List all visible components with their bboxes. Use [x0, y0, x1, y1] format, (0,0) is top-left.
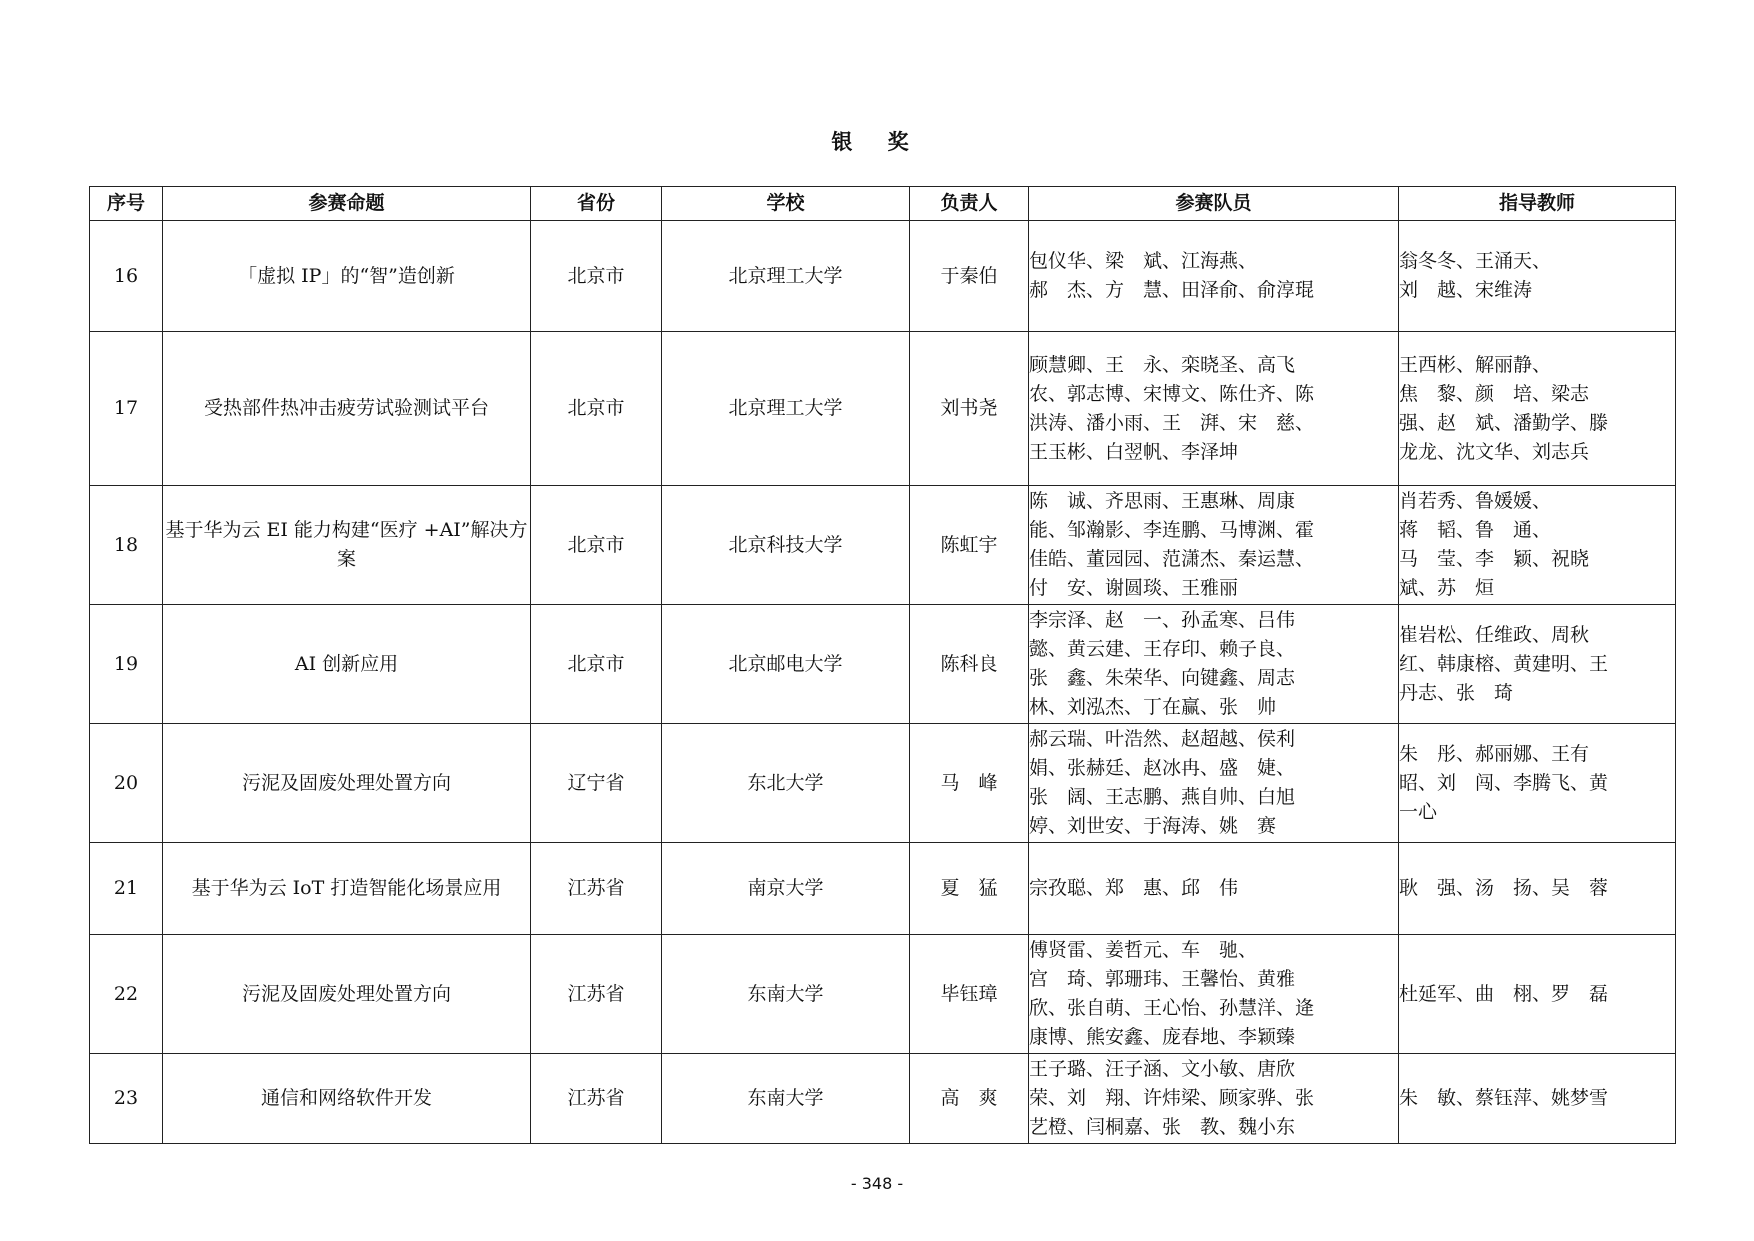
cell-leader: 陈科良 [910, 605, 1029, 724]
advisors-line: 红、韩康榕、黄建明、王 [1399, 652, 1609, 675]
cell-school: 北京邮电大学 [662, 605, 910, 724]
advisors-line: 崔岩松、任维政、周秋 [1399, 623, 1590, 646]
advisors-line: 丹志、张 琦 [1399, 681, 1514, 704]
cell-advisors [1399, 221, 1676, 332]
cell-index: 17 [90, 332, 163, 486]
members-line: 傅贤雷、姜哲元、车 驰、 [1029, 939, 1258, 961]
header-advisors: 指导教师 [1399, 187, 1676, 221]
members-line: 佳皓、董园园、范潇杰、秦运慧、 [1029, 548, 1315, 570]
cell-advisors [1399, 724, 1676, 843]
cell-school: 北京理工大学 [662, 332, 910, 486]
cell-topic: 污泥及固废处理处置方向 [163, 724, 531, 843]
cell-leader: 刘书尧 [910, 332, 1029, 486]
cell-school: 南京大学 [662, 843, 910, 935]
cell-topic: 受热部件热冲击疲劳试验测试平台 [163, 332, 531, 486]
header-school: 学校 [662, 187, 910, 221]
cell-index: 16 [90, 221, 163, 332]
advisors-line: 朱 彤、郝丽娜、王有 [1399, 742, 1590, 765]
cell-topic: AI 创新应用 [163, 605, 531, 724]
cell-members [1029, 486, 1399, 605]
advisors-line: 耿 强、汤 扬、吴 蓉 [1399, 877, 1609, 899]
advisors-line: 强、赵 斌、潘勤学、滕 [1399, 411, 1609, 434]
page-number: - 348 - [850, 1174, 904, 1193]
cell-province: 江苏省 [531, 843, 662, 935]
cell-province: 北京市 [531, 486, 662, 605]
cell-leader: 于秦伯 [910, 221, 1029, 332]
members-line: 农、郭志博、宋博文、陈仕齐、陈 [1029, 382, 1315, 405]
header-province: 省份 [531, 187, 662, 221]
cell-topic: 污泥及固废处理处置方向 [163, 935, 531, 1054]
cell-leader: 夏 猛 [910, 843, 1029, 935]
advisors-line: 一心 [1399, 800, 1438, 823]
members-line: 懿、黄云建、王存印、赖子良、 [1029, 638, 1296, 660]
members-line: 洪涛、潘小雨、王 湃、宋 慈、 [1029, 411, 1315, 434]
cell-advisors [1399, 605, 1676, 724]
cell-advisors [1399, 935, 1676, 1054]
advisors-line: 肖若秀、鲁媛媛、 [1399, 490, 1552, 512]
cell-school: 北京科技大学 [662, 486, 910, 605]
members-line: 康博、熊安鑫、庞春地、李颖臻 [1029, 1026, 1296, 1048]
members-line: 林、刘泓杰、丁在赢、张 帅 [1029, 696, 1277, 718]
cell-members [1029, 724, 1399, 843]
cell-leader: 陈虹宇 [910, 486, 1029, 605]
cell-index: 21 [90, 843, 163, 935]
members-line: 娟、张赫廷、赵冰冉、盛 婕、 [1029, 757, 1296, 779]
members-line: 王子璐、汪子涵、文小敏、唐欣 [1029, 1058, 1296, 1080]
cell-members [1029, 935, 1399, 1054]
cell-province: 辽宁省 [531, 724, 662, 843]
advisors-line: 刘 越、宋维涛 [1399, 279, 1533, 301]
cell-school: 东南大学 [662, 935, 910, 1054]
cell-province: 江苏省 [531, 935, 662, 1054]
cell-province: 北京市 [531, 605, 662, 724]
members-line: 婷、刘世安、于海涛、姚 赛 [1029, 815, 1277, 837]
table-row [90, 724, 1676, 843]
members-line: 欣、张自萌、王心怡、孙慧洋、逄 [1029, 997, 1315, 1019]
header-index: 序号 [90, 187, 163, 221]
members-line: 郝云瑞、叶浩然、赵超越、侯利 [1029, 728, 1296, 750]
cell-province: 北京市 [531, 332, 662, 486]
table-row [90, 605, 1676, 724]
cell-topic [163, 843, 531, 935]
cell-index: 18 [90, 486, 163, 605]
advisors-line: 昭、刘 闯、李腾飞、黄 [1399, 771, 1609, 794]
members-line: 王玉彬、白翌帆、李泽坤 [1029, 440, 1239, 463]
cell-advisors [1399, 332, 1676, 486]
cell-school: 东南大学 [662, 1054, 910, 1144]
table-row [90, 332, 1676, 486]
cell-province: 北京市 [531, 221, 662, 332]
advisors-line: 龙龙、沈文华、刘志兵 [1399, 440, 1590, 463]
header-leader: 负责人 [910, 187, 1029, 221]
table-row [90, 843, 1676, 935]
table-row [90, 221, 1676, 332]
members-line: 荣、刘 翔、许炜梁、顾家骅、张 [1029, 1087, 1315, 1109]
cell-index: 23 [90, 1054, 163, 1144]
members-line: 艺橙、闫桐嘉、张 教、魏小东 [1029, 1116, 1296, 1138]
members-line: 张 阔、王志鹏、燕自帅、白旭 [1029, 786, 1296, 808]
members-line: 能、邹瀚影、李连鹏、马博渊、霍 [1029, 519, 1315, 541]
members-line: 张 鑫、朱荣华、向键鑫、周志 [1029, 667, 1296, 689]
cell-leader: 高 爽 [910, 1054, 1029, 1144]
table-row [90, 1054, 1676, 1144]
cell-index: 22 [90, 935, 163, 1054]
members-line: 陈 诚、齐思雨、王惠琳、周康 [1029, 490, 1296, 512]
cell-topic [163, 486, 531, 605]
cell-topic: 通信和网络软件开发 [163, 1054, 531, 1144]
cell-school: 北京理工大学 [662, 221, 910, 332]
members-line: 宫 琦、郭珊玮、王馨怡、黄雅 [1029, 968, 1296, 990]
advisors-line: 王西彬、解丽静、 [1399, 353, 1552, 376]
award-table [89, 186, 1676, 1144]
cell-members [1029, 843, 1399, 935]
cell-advisors [1399, 843, 1676, 935]
header-topic: 参赛命题 [163, 187, 531, 221]
topic-text: 基于华为云 IoT 打造智能化场景应用 [191, 877, 502, 899]
members-line: 郝 杰、方 慧、田泽俞、俞淳琨 [1029, 279, 1315, 301]
advisors-line: 焦 黎、颜 培、梁志 [1399, 382, 1590, 405]
advisors-line: 翁冬冬、王涌天、 [1399, 250, 1552, 272]
cell-topic: 「虚拟 IP」的“智”造创新 [163, 221, 531, 332]
cell-index: 20 [90, 724, 163, 843]
advisors-line: 斌、苏 烜 [1399, 577, 1495, 599]
cell-members [1029, 221, 1399, 332]
advisors-line: 蒋 韬、鲁 通、 [1399, 519, 1552, 541]
members-line: 李宗泽、赵 一、孙孟寒、吕伟 [1029, 609, 1296, 631]
members-line: 付 安、谢圆琰、王雅丽 [1029, 577, 1239, 599]
cell-index: 19 [90, 605, 163, 724]
table-row [90, 935, 1676, 1054]
table-row [90, 486, 1676, 605]
cell-leader: 毕钰璋 [910, 935, 1029, 1054]
members-line: 顾慧卿、王 永、栾晓圣、高飞 [1029, 353, 1296, 376]
cell-school: 东北大学 [662, 724, 910, 843]
members-line: 包仪华、梁 斌、江海燕、 [1029, 250, 1258, 272]
advisors-line: 马 莹、李 颖、祝晓 [1399, 548, 1590, 570]
cell-members [1029, 605, 1399, 724]
members-line: 宗孜聪、郑 惠、邱 伟 [1029, 877, 1239, 899]
advisors-line: 朱 敏、蔡钰萍、姚梦雪 [1399, 1087, 1609, 1109]
cell-province: 江苏省 [531, 1054, 662, 1144]
advisors-line: 杜延军、曲 栩、罗 磊 [1399, 982, 1609, 1005]
cell-advisors [1399, 486, 1676, 605]
cell-leader: 马 峰 [910, 724, 1029, 843]
cell-advisors [1399, 1054, 1676, 1144]
cell-members [1029, 1054, 1399, 1144]
topic-text: 基于华为云 EI 能力构建“医疗 +AI”解决方案 [165, 519, 528, 570]
header-row [90, 187, 1676, 221]
page-title: 银 奖 [831, 130, 923, 154]
header-members: 参赛队员 [1029, 187, 1399, 221]
cell-members [1029, 332, 1399, 486]
